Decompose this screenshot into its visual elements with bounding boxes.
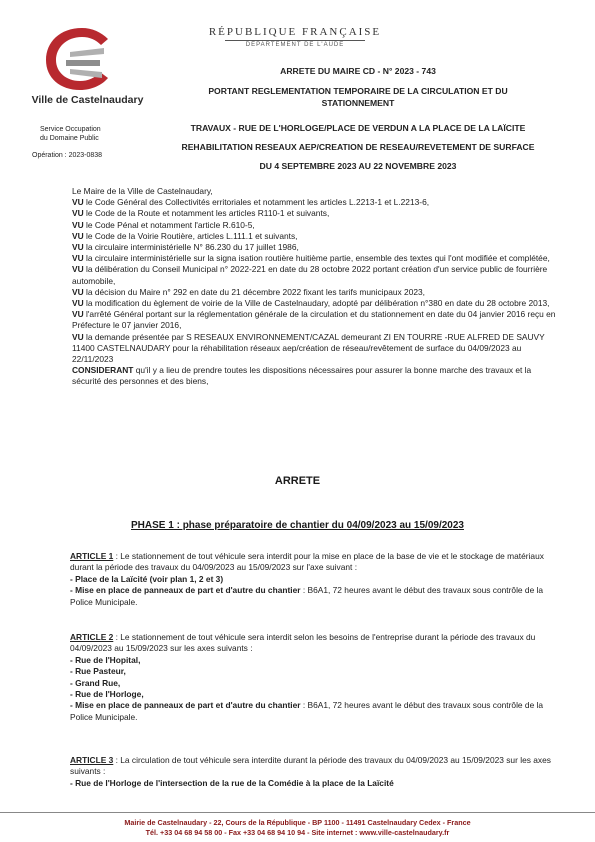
vu-item [72,287,562,298]
article-2-item-text: : B6A1, 72 heures avant le début des travaux sous contrôle de la Police Municipale. [70,700,544,722]
article-2-street: - Rue de l'Hopital, [70,654,141,665]
article-1-title: ARTICLE 1 [70,551,114,561]
article-2-street: - Grand Rue, [70,677,121,688]
vu-item [72,332,562,366]
vu-text: la modification du èglement de voirie de la Ville de Castelnaudary, adopté par délibération n°380 en date du 28 octobre 2013, [83,298,550,309]
vu-text: l'arrêté Général portant sur la réglementation générale de la circulation et du stationnement en date du 04 janvier 2016 reçu en Préfecture le 07 janvier 2016, [72,309,556,331]
article-1 [70,551,560,608]
vu-keyword: VU [72,253,84,264]
vu-keyword: VU [72,197,84,208]
preamble [72,186,562,388]
vu-item [72,309,562,331]
article-3 [70,755,560,789]
vu-text: le Code de la Voirie Routière, articles L.111.1 et suivants, [83,230,298,241]
vu-item [72,208,562,219]
vu-text: le Code Pénal et notamment l'article R.610-5, [83,219,255,230]
vu-text: la circulaire interministérielle sur la signa isation routière huitième partie, ensemble des textes qui l'ont modifiée et complétée, [83,253,550,264]
department-heading: DÉPARTEMENT DE L'AUDE [245,42,345,48]
article-3-item: - Rue de l'Horloge de l'intersection de la rue de la Comédie à la place de la Laïcité [70,777,394,788]
works-description: REHABILITATION RESEAUX AEP/CREATION DE RESEAU/REVETEMENT DE SURFACE [181,142,535,152]
vu-keyword: VU [72,286,84,297]
article-1-text: : Le stationnement de tout véhicule sera interdit pour la mise en place de la base de vie et le stockage de matériaux durant la période des travaux du 04/09/2023 au 15/09/2023 sur l'axe suivant : [70,551,544,573]
article-1-item-2-bold: - Mise en place de panneaux de part et d'autre du chantier [70,585,301,596]
footer-divider [0,812,595,813]
vu-text: la délibération du Conseil Municipal n° 2022-221 en date du 28 octobre 2022 portant création d'un service public de fourrière automobile, [72,264,548,286]
article-2-street: - Rue Pasteur, [70,666,126,677]
vu-text: la circulaire interministérielle N° 86.230 du 17 juillet 1986, [83,242,299,253]
phase-dates: 04/09/2023 au 15/09/2023 [346,520,464,531]
decree-title-line-2: STATIONNEMENT [321,98,395,108]
works-dates: DU 4 SEPTEMBRE 2023 AU 22 NOVEMBRE 2023 [259,161,457,171]
vu-text: qu'il y a lieu de prendre toutes les dispositions nécessaires pour assurer la bonne marche des travaux et la sécurité des personnes et des biens, [72,365,532,387]
vu-item [72,220,562,231]
footer-address: Mairie de Castelnaudary - 22, Cours de la République - BP 1100 - 11491 Castelnaudary Cedex - France [124,818,471,827]
vu-item [72,298,562,309]
operation-number: Opération : 2023-0838 [32,152,103,159]
article-2-street: - Rue de l'Horloge, [70,689,144,700]
vu-keyword: VU [72,309,84,320]
vu-text: le Code Général des Collectivités erritoriales et notamment les articles L.2213-1 et L.2213-6, [83,197,430,208]
footer-contact: Tél. +33 04 68 94 58 00 - Fax +33 04 68 94 10 94 - Site internet : www.ville-castelnaudary.fr [145,828,450,837]
vu-keyword: VU [72,242,84,253]
vu-keyword: VU [72,298,84,309]
works-heading: TRAVAUX - RUE DE L'HORLOGE/PLACE DE VERDUN A LA PLACE DE LA LAÏCITE [190,123,526,133]
article-2-title: ARTICLE 2 [70,632,114,642]
preamble-intro: Le Maire de la Ville de Castelnaudary, [72,186,213,196]
vu-keyword: VU [72,230,84,241]
vu-item [72,231,562,242]
decree-number: ARRETE DU MAIRE CD - N° 2023 - 743 [280,66,436,76]
article-1-item-2-text: : B6A1, 72 heures avant le début des travaux sous contrôle de la Police Municipale. [70,585,544,607]
vu-keyword: VU [72,219,84,230]
phase-prefix: PHASE 1 : phase préparatoire de chantier du [131,520,347,531]
arrete-title: ARRETE [274,475,321,487]
vu-text: le Code de la Route et notamment les articles R110-1 et suivants, [83,208,330,219]
vu-keyword: VU [72,208,84,219]
vu-text: la demande présentée par S RESEAUX ENVIRONNEMENT/CAZAL demeurant ZI EN TOURRE -RUE ALFRED DE SAUVY 11400 CASTELNAUDARY pour la réhabilitation réseaux aep/création de réseau/revêtement de surface du 04/09/2023 au 22/11/2023 [72,331,545,365]
decree-title-line-1: PORTANT REGLEMENTATION TEMPORAIRE DE LA CIRCULATION ET DU [208,86,508,96]
article-2 [70,632,560,723]
vu-item [72,365,562,387]
vu-list [72,197,562,387]
vu-item [72,242,562,253]
header-divider [225,40,365,41]
vu-item [72,197,562,208]
service-line-1: Service Occupation [40,126,101,133]
republic-heading: RÉPUBLIQUE FRANÇAISE [208,26,382,38]
vu-keyword: CONSIDERANT [72,365,134,376]
article-2-item-bold: - Mise en place de panneaux de part et d'autre du chantier [70,700,301,711]
footer [0,815,595,842]
vu-item [72,253,562,264]
vu-keyword: VU [72,331,84,342]
vu-item [72,264,562,286]
city-logo-caption: Ville de Castelnaudary [31,94,144,106]
vu-text: la décision du Maire n° 292 en date du 21 décembre 2022 fixant les tarifs municipaux 2023, [83,286,425,297]
article-3-title: ARTICLE 3 [70,755,114,765]
service-line-2: du Domaine Public [40,135,99,142]
phase-heading [0,520,595,531]
article-1-item-1: - Place de la Laïcité (voir plan 1, 2 et 3) [70,573,224,584]
vu-keyword: VU [72,264,84,275]
article-3-text: : La circulation de tout véhicule sera interdite durant la période des travaux du 04/09/2023 au 15/09/2023 sur les axes suivants : [70,755,551,777]
article-2-text: : Le stationnement de tout véhicule sera interdit selon les besoins de l'entreprise durant la période des travaux du 04/09/2023 au 15/09/2023 sur les axes suivants : [70,632,536,654]
